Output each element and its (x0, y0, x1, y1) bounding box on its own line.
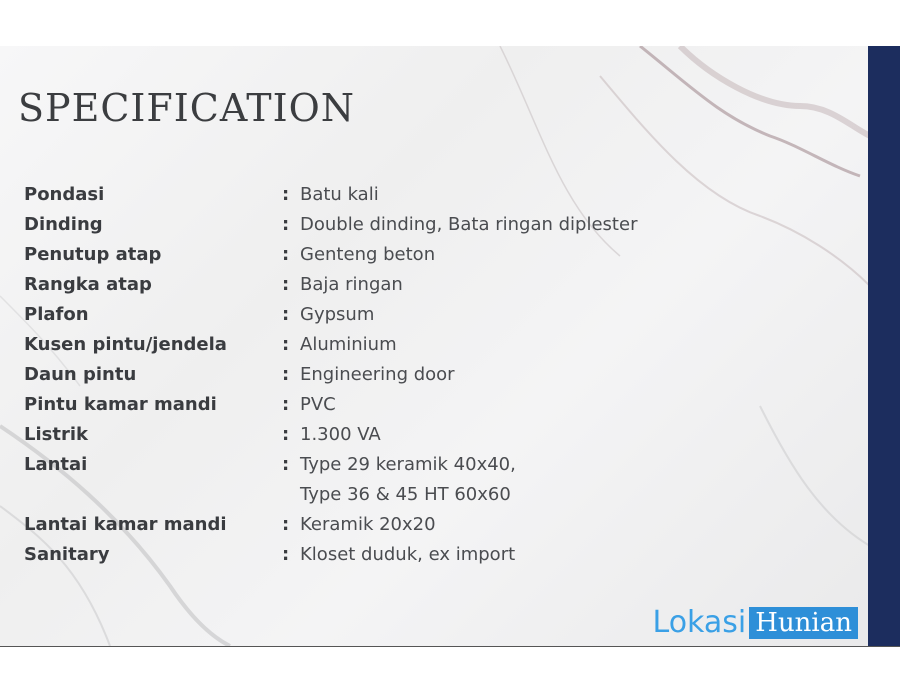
spec-value: Keramik 20x20 (300, 514, 436, 535)
spec-separator: : (282, 214, 290, 235)
spec-separator: : (282, 304, 290, 325)
lokasihunian-watermark (653, 606, 858, 640)
spec-value: Aluminium (300, 334, 397, 355)
spec-separator: : (282, 394, 290, 415)
spec-value: 1.300 VA (300, 424, 381, 445)
watermark-lokasi: Lokasi (652, 605, 747, 640)
spec-value: Genteng beton (300, 244, 436, 265)
spec-value-line: Type 36 & 45 HT 60x60 (300, 484, 511, 505)
spec-separator: : (282, 454, 290, 475)
spec-label: Plafon (24, 304, 89, 325)
spec-label: Listrik (24, 424, 88, 445)
spec-label: Lantai kamar mandi (24, 514, 227, 535)
spec-value: PVC (300, 394, 336, 415)
spec-label: Dinding (24, 214, 103, 235)
specification-sheet (0, 46, 900, 647)
page-title: SPECIFICATION (18, 86, 356, 130)
spec-value: Double dinding, Bata ringan diplester (300, 214, 638, 235)
spec-separator: : (282, 274, 290, 295)
spec-value: Batu kali (300, 184, 379, 205)
watermark-hunian: Hunian (749, 607, 858, 639)
spec-separator: : (282, 544, 290, 565)
spec-value (300, 450, 720, 510)
spec-separator: : (282, 514, 290, 535)
spec-value: Gypsum (300, 304, 375, 325)
spec-label: Kusen pintu/jendela (24, 334, 227, 355)
navy-side-bar (868, 46, 900, 646)
spec-value: Engineering door (300, 364, 455, 385)
spec-label: Sanitary (24, 544, 110, 565)
spec-label: Pintu kamar mandi (24, 394, 217, 415)
spec-separator: : (282, 334, 290, 355)
spec-separator: : (282, 244, 290, 265)
spec-value: Kloset duduk, ex import (300, 544, 516, 565)
spec-value-line: Type 29 keramik 40x40, (300, 454, 516, 475)
spec-label: Lantai (24, 454, 88, 475)
spec-separator: : (282, 424, 290, 445)
spec-value: Baja ringan (300, 274, 403, 295)
spec-separator: : (282, 184, 290, 205)
spec-label: Rangka atap (24, 274, 152, 295)
spec-label: Daun pintu (24, 364, 137, 385)
spec-label: Penutup atap (24, 244, 162, 265)
spec-separator: : (282, 364, 290, 385)
spec-label: Pondasi (24, 184, 105, 205)
